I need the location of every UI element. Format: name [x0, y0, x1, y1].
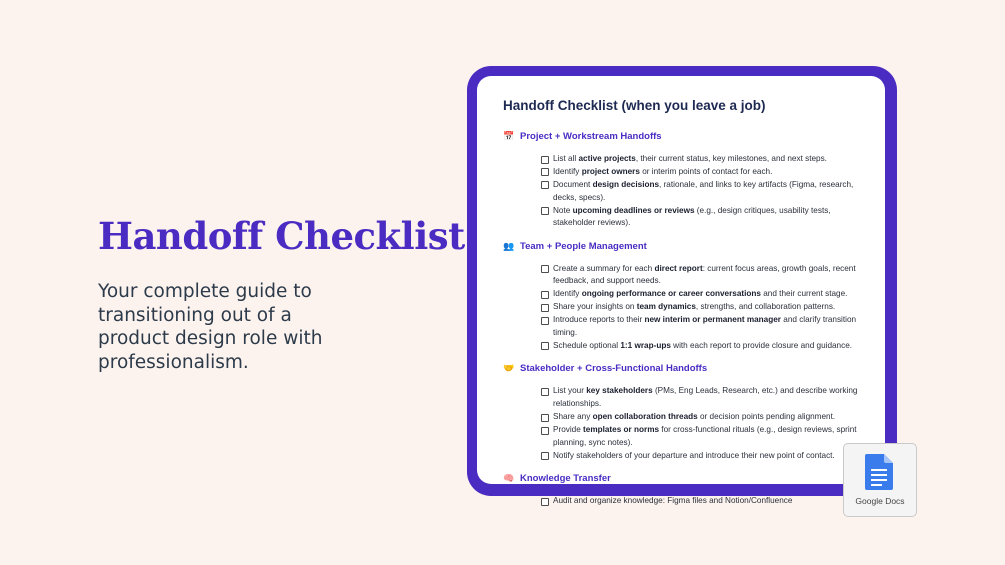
item-text-bold: project owners — [581, 166, 640, 176]
item-text-after: (e.g., design critiques, usability tests, stakeholder reviews). — [553, 205, 831, 228]
item-text-bold: direct report — [654, 263, 703, 273]
item-text-before: List your — [553, 386, 587, 396]
item-text-after: and clarify transition timing. — [553, 315, 857, 337]
item-text-before: Document — [553, 179, 593, 189]
checklist-item — [541, 153, 871, 166]
calendar-icon: 📅 — [503, 131, 515, 141]
item-text-before: Schedule optional — [553, 340, 621, 350]
item-text-before: Share any — [553, 412, 593, 422]
item-text-bold: templates or norms — [583, 425, 660, 435]
item-text-after: and their current stage. — [760, 289, 848, 299]
checkbox[interactable] — [541, 427, 549, 435]
item-text-after: or decision points pending alignment. — [697, 412, 836, 422]
item-text-before: Introduce reports to their — [553, 315, 645, 325]
item-text-after: or interim points of contact for each. — [639, 166, 773, 176]
document-title: Handoff Checklist (when you leave a job) — [503, 98, 766, 113]
checklist-item — [541, 314, 871, 339]
checklist-item — [541, 166, 871, 179]
item-text-before: Note — [553, 205, 573, 215]
item-text-before: Audit and organize knowledge: Figma files and Notion/Confluence — [553, 496, 793, 506]
checkbox[interactable] — [541, 388, 549, 396]
checkbox[interactable] — [541, 452, 549, 460]
checklist — [503, 263, 871, 353]
item-text-bold: active projects — [578, 154, 636, 163]
item-text-bold: ongoing performance or career conversations — [581, 289, 761, 299]
item-text-before: Identify — [553, 289, 582, 299]
item-text-bold: design decisions — [592, 179, 660, 189]
item-text-bold: team dynamics — [636, 302, 696, 312]
item-text-after: with each report to provide closure and guidance. — [670, 340, 853, 350]
checklist-item — [541, 411, 871, 424]
checkbox[interactable] — [541, 304, 549, 312]
google-docs-icon — [865, 454, 893, 490]
checklist-item — [541, 450, 871, 463]
google-docs-label: Google Docs — [855, 496, 905, 506]
item-text-before: Notify stakeholders of your departure and introduce their new point of contact. — [553, 450, 835, 460]
checklist-item — [541, 495, 871, 508]
item-text-bold: open collaboration threads — [592, 412, 698, 422]
item-text-after: for cross-functional rituals (e.g., design reviews, sprint planning, sync notes). — [553, 425, 857, 447]
checklist-item — [541, 301, 871, 314]
item-text-after: , rationale, and links to key artifacts (Figma, research, decks, specs). — [553, 179, 854, 202]
section-heading — [503, 473, 871, 484]
section-heading-text: Team + People Management — [520, 240, 647, 252]
checkbox[interactable] — [541, 342, 549, 350]
checkbox[interactable] — [541, 168, 549, 176]
checklist-item — [541, 424, 871, 449]
checkbox[interactable] — [541, 181, 549, 189]
checkbox[interactable] — [541, 156, 549, 164]
checklist — [503, 495, 871, 508]
checkbox[interactable] — [541, 207, 549, 215]
hero-subtitle: Your complete guide to transitioning out of a product design role with professionalism. — [98, 281, 323, 373]
item-text-bold: new interim or permanent manager — [644, 315, 781, 325]
checklist — [503, 153, 871, 230]
checkbox[interactable] — [541, 317, 549, 325]
item-text-after: , strengths, and collaboration patterns. — [695, 302, 836, 312]
item-text-before: Create a summary for each — [553, 263, 655, 273]
checklist-item — [541, 340, 871, 353]
checklist-item — [541, 263, 871, 288]
checkbox[interactable] — [541, 498, 549, 506]
google-docs-badge[interactable] — [843, 443, 917, 517]
section-heading-text: Stakeholder + Cross-Functional Handoffs — [520, 363, 708, 375]
people-icon: 👥 — [503, 240, 515, 251]
document-content — [477, 76, 885, 508]
checkbox[interactable] — [541, 414, 549, 422]
item-text-bold: key stakeholders — [586, 386, 653, 396]
item-text-after: , their current status, key milestones, and next steps. — [635, 154, 827, 163]
item-text-bold: 1:1 wrap-ups — [620, 340, 671, 350]
handshake-icon: 🤝 — [503, 363, 515, 374]
item-text-before: Share your insights on — [553, 302, 637, 312]
item-text-bold: upcoming deadlines or reviews — [572, 205, 695, 215]
checklist-item — [541, 288, 871, 301]
item-text-before: Provide — [553, 425, 584, 435]
section-heading-text: Knowledge Transfer — [520, 473, 611, 485]
checklist — [503, 385, 871, 462]
hero-title: Handoff Checklist — [98, 214, 465, 258]
checklist-item — [541, 179, 871, 204]
section-heading — [503, 131, 871, 142]
checkbox[interactable] — [541, 291, 549, 299]
item-text-after: (PMs, Eng Leads, Research, etc.) and describe working relationships. — [553, 386, 858, 409]
checkbox[interactable] — [541, 265, 549, 273]
item-text-before: List all — [553, 154, 579, 163]
section-heading — [503, 241, 871, 252]
brain-icon: 🧠 — [503, 473, 515, 484]
section-heading — [503, 363, 871, 374]
section-heading-text: Project + Workstream Handoffs — [520, 131, 662, 142]
checklist-item — [541, 205, 871, 230]
checklist-item — [541, 385, 871, 410]
item-text-before: Identify — [553, 166, 582, 176]
item-text-after: : current focus areas, growth goals, recent feedback, and support needs. — [553, 263, 856, 286]
